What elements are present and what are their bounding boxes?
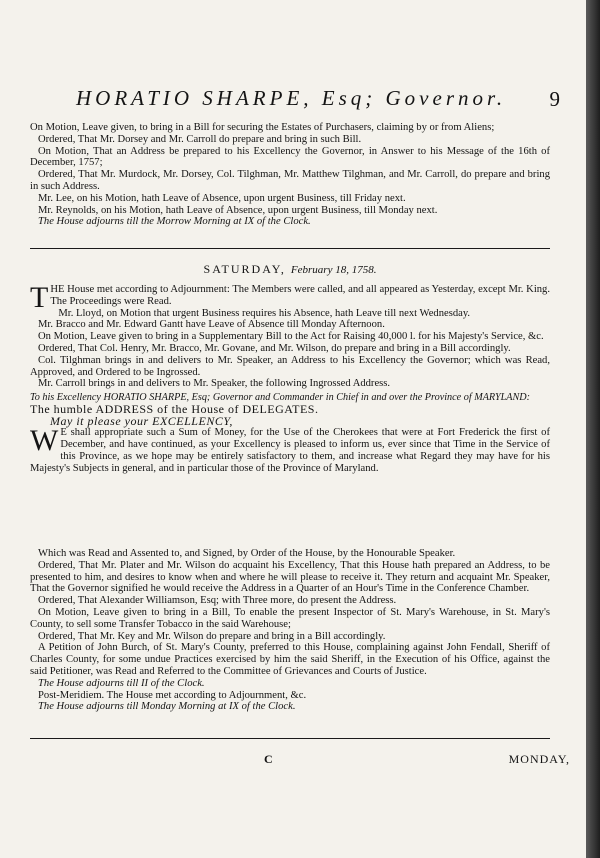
footer-rule [30, 738, 550, 739]
paragraph: Ordered, That Col. Henry, Mr. Bracco, Mr. Govane, and Mr. Wilson, do prepare and bring in a Bill accordingly. [38, 342, 511, 354]
session-two [30, 281, 550, 390]
section-rule [30, 248, 550, 249]
address-recipient: To his Excellency HORATIO SHARPE, Esq; Governor and Commander in Chief in and over the Province of MARYLAND: [30, 392, 531, 403]
session-three [30, 548, 550, 713]
paragraph: Mr. Lloyd, on Motion that urgent Business requires his Absence, hath Leave till next Wednesday. [58, 307, 471, 319]
adjournment-line: The House adjourns till the Morrow Morning at IX of the Clock. [38, 216, 311, 228]
signature-mark: C [264, 752, 273, 766]
paragraph: Mr. Lee, on his Motion, hath Leave of Absence, upon urgent Business, till Friday next. [38, 192, 406, 204]
paragraph: Mr. Reynolds, on his Motion, hath Leave of Absence, upon urgent Business, till Monday next. [38, 204, 438, 216]
paragraph: Post-Meridiem. The House met according to Adjournment, &c. [38, 689, 307, 701]
catchword: MONDAY, [508, 752, 570, 766]
address-title: The humble ADDRESS of the House of DELEGATES. [30, 401, 319, 416]
adjournment-line: The House adjourns till II of the Clock. [38, 677, 205, 689]
page-number: 9 [549, 87, 560, 111]
paragraph: Ordered, That Mr. Murdock, Mr. Dorsey, Col. Tilghman, Mr. Matthew Tilghman, and Mr. Carroll, do prepare and bring in such Address. [30, 169, 550, 192]
date-heading [30, 262, 550, 277]
drop-cap: W [30, 424, 59, 458]
paragraph: Ordered, That Alexander Williamson, Esq; with Three more, do present the Address. [38, 595, 397, 607]
adjournment-line: The House adjourns till Monday Morning at IX of the Clock. [38, 701, 296, 713]
address-block [30, 392, 550, 475]
paragraph: Ordered, That Mr. Key and Mr. Wilson do prepare and bring in a Bill accordingly. [38, 630, 386, 642]
paragraph: Mr. Carroll brings in and delivers to Mr. Speaker, the following Ingrossed Address. [38, 378, 391, 390]
paragraph: On Motion, Leave given, to bring in a Bill for securing the Estates of Purchasers, claiming by or from Aliens; [30, 122, 495, 133]
paragraph: On Motion, Leave given to bring in a Bill, To enable the present Inspector of St. Mary's Warehouse, in St. Mary's County, to sell some Transfer Tobacco in the said Warehouse; [30, 606, 550, 630]
date-text: February 18, 1758. [290, 264, 377, 276]
paragraph: Ordered, That Mr. Plater and Mr. Wilson do acquaint his Excellency, That this House hath prepared an Address, to be presented to him, and desires to know when and where he will please to receive it. They return and acquaint Mr. Speaker, That the Governor signified he would receive the Address in a Quarter of an Hour's Time in the Conference Chamber. [30, 559, 550, 595]
paragraph: Which was Read and Assented to, and Signed, by Order of the House, by the Honourable Speaker. [38, 548, 456, 559]
paragraph: Ordered, That Mr. Dorsey and Mr. Carroll do prepare and bring in such Bill. [38, 133, 362, 145]
paragraph: On Motion, Leave given to bring in a Supplementary Bill to the Act for Raising 40,000 l. for his Majesty's Service, &c. [38, 331, 544, 343]
paragraph: Mr. Bracco and Mr. Edward Gantt have Leave of Absence till Monday Afternoon. [38, 319, 385, 331]
page-header [60, 86, 560, 116]
salutation: May it please your EXCELLENCY, [50, 413, 233, 428]
date-day: SATURDAY, [203, 262, 286, 276]
paragraph: Col. Tilghman brings in and delivers to Mr. Speaker, an Address to his Excellency the Governor; which was Read, Approved, and Ordered to be Ingrossed. [30, 354, 550, 378]
book-spine-edge [586, 0, 600, 858]
paragraph: On Motion, That an Address be prepared to his Excellency the Governor, in Answer to his Message of the 16th of December, 1757; [30, 145, 550, 169]
drop-cap: T [30, 281, 49, 314]
page-footer [30, 752, 570, 772]
running-head: HORATIO SHARPE, Esq; Governor. [76, 86, 507, 110]
opening-paragraph: THE House met according to Adjournment: The Members were called, and all appeared as Yesterday, except Mr. King. The Proceedings were Read. [30, 281, 550, 314]
session-one [30, 122, 550, 228]
address-body: W E shall appropriate such a Sum of Money, for the Use of the Cherokees that were at Fort Frederick the first of December, and have continued, as your Excellency is pleased to inform us, ever since that Time in the Service of this Province, as we hope may be entirely satisfactory to them, and increase what Regard they may have for his Majesty's Subjects in general, and in particular those of the Province of Maryland. [30, 424, 550, 474]
paragraph: A Petition of John Burch, of St. Mary's County, preferred to this House, complaining against John Fendall, Sheriff of Charles County, for some undue Practices exercised by him the said Sheriff, in the Execution of his Office, against the said Petitioner, was Read and Referred to the Committee of Grievances and Courts of Justice. [30, 642, 550, 677]
